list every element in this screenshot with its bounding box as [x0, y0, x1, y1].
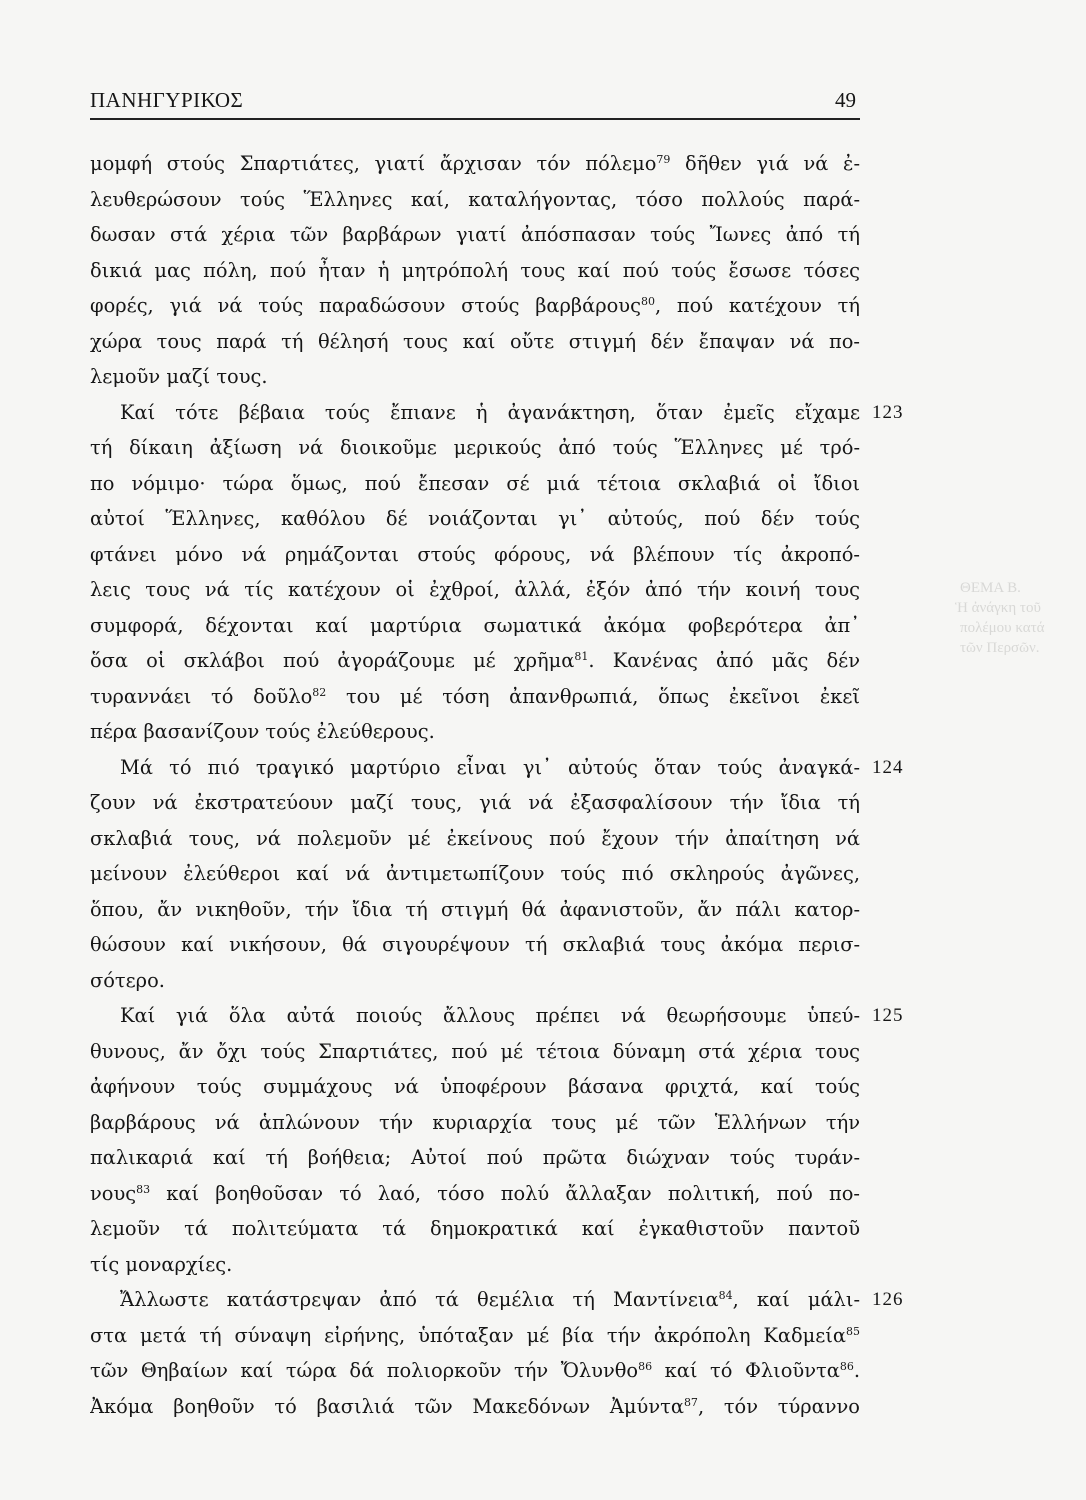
text-run: φτάνει μόνο νά ρημάζονται στούς φόρους, νά βλέπουν τίς ἀκροπό-: [90, 542, 860, 566]
text-run: τῶν Θηβαίων καί τώρα δά πολιορκοῦν τήν Ὄλυνθο: [90, 1359, 639, 1382]
text-line: [90, 998, 860, 1034]
text-run: μομφή στούς Σπαρτιάτες, γιατί ἄρχισαν τόν πόλεμο: [90, 152, 657, 175]
page-header: [90, 88, 860, 120]
text-run: ἀφήνουν τούς συμμάχους νά ὑποφέρουν βάσανα φριχτά, καί τούς: [90, 1075, 860, 1098]
text-run: Ἀκόμα βοηθοῦν τό βασιλιά τῶν Μακεδόνων Ἀμύντα: [90, 1394, 684, 1418]
text-run: λεις τους νά τίς κατέχουν οἱ ἐχθροί, ἀλλά, ἐξόν ἀπό τήν κοινή τους: [90, 578, 860, 601]
text-line: [90, 643, 860, 679]
margin-section-number: 125: [872, 1005, 904, 1026]
text-line: [90, 927, 860, 963]
text-line: [90, 288, 860, 324]
footnote-marker: 85: [846, 1324, 860, 1338]
text-run: Ἄλλωστε κατάστρεψαν ἀπό τά θεμέλια τή Μαντίνεια: [120, 1288, 719, 1311]
text-line: [90, 1282, 860, 1318]
text-run: αὐτοί Ἕλληνες, καθόλου δέ νοιάζονται γι᾿ αὐτούς, πού δέν τούς: [90, 507, 860, 530]
text-line: [90, 537, 860, 573]
text-run: νους: [90, 1181, 137, 1205]
text-line: [90, 182, 860, 218]
page-number: 49: [835, 88, 856, 112]
text-line: [90, 856, 860, 892]
text-line: [90, 714, 860, 750]
text-line: [90, 1247, 860, 1283]
text-run: ὅπου, ἄν νικηθοῦν, τήν ἴδια τή στιγμή θά ἀφανιστοῦν, ἄν πάλι κατορ-: [90, 897, 860, 921]
text-run: λευθερώσουν τούς Ἕλληνες καί, καταλήγοντας, τόσο πολλούς παρά-: [90, 187, 860, 211]
text-line: [90, 679, 860, 715]
text-line: [90, 1318, 860, 1354]
text-run: βαρβάρους νά ἁπλώνουν τήν κυριαρχία τους μέ τῶν Ἑλλήνων τήν: [90, 1110, 860, 1134]
text-run: δικιά μας πόλη, πού ἦταν ἡ μητρόπολή τους καί πού τούς ἔσωσε τόσες: [90, 258, 860, 282]
text-run: δωσαν στά χέρια τῶν βαρβάρων γιατί ἀπόσπασαν τούς Ἴωνες ἀπό τή: [90, 223, 860, 246]
text-run: , καί μάλι-: [732, 1288, 860, 1311]
footnote-marker: 87: [683, 1395, 698, 1409]
text-run: , τόν τύραννο: [697, 1394, 860, 1418]
text-run: , πού κατέχουν τή: [654, 294, 860, 317]
footnote-marker: 81: [574, 650, 589, 663]
text-line: [90, 892, 860, 928]
footnote-marker: 86: [839, 1360, 854, 1373]
text-line: [90, 501, 860, 537]
text-run: Καί γιά ὅλα αὐτά ποιούς ἄλλους πρέπει νά θεωρήσουμε ὑπεύ-: [120, 1004, 860, 1027]
text-run: . Κανένας ἀπό μᾶς δέν: [588, 649, 860, 672]
text-line: [90, 395, 860, 431]
text-line: [90, 1140, 860, 1176]
text-run: φορές, γιά νά τούς παραδώσουν στούς βαρβάρους: [90, 294, 641, 317]
text-run: λεμοῦν τά πολιτεύματα τά δημοκρατικά καί ἐγκαθιστοῦν παντοῦ: [90, 1217, 860, 1240]
text-line: [90, 1353, 860, 1389]
footnote-marker: 84: [718, 1289, 733, 1302]
footnote-marker: 80: [640, 295, 655, 308]
text-line: [90, 253, 860, 289]
footnote-marker: 79: [656, 153, 671, 166]
text-run: δῆθεν γιά νά ἐ-: [670, 152, 860, 175]
text-line: [90, 359, 860, 395]
text-run: του μέ τόση ἀπανθρωπιά, ὅπως ἐκεῖνοι ἐκεῖ: [326, 684, 860, 708]
text-line: [90, 785, 860, 821]
text-line: [90, 466, 860, 502]
text-run: καί τό Φλιοῦντα: [652, 1359, 840, 1382]
show-through-theme-line: τῶν Περσῶν.: [960, 640, 1040, 656]
margin-section-number: 123: [872, 401, 904, 423]
running-title: ΠΑΝΗΓΥΡΙΚΟΣ: [90, 88, 244, 112]
text-run: τή δίκαιη ἀξίωση νά διοικοῦμε μερικούς ἀπό τούς Ἕλληνες μέ τρό-: [90, 436, 860, 459]
show-through-theme-line: Ἡ ἀνάγκη τοῦ: [955, 600, 1041, 616]
text-line: [90, 750, 860, 786]
footnote-marker: 86: [638, 1360, 653, 1373]
text-run: θώσουν καί νικήσουν, θά σιγουρέψουν τή σκλαβιά τους ἀκόμα περισ-: [90, 933, 860, 956]
body-text: [90, 146, 860, 1424]
text-line: [90, 1211, 860, 1247]
text-run: πέρα βασανίζουν τούς ἐλεύθερους.: [90, 720, 435, 743]
text-run: Μά τό πιό τραγικό μαρτύριο εἶναι γι᾿ αὐτούς ὅταν τούς ἀναγκά-: [120, 755, 860, 779]
text-run: .: [853, 1359, 860, 1382]
text-line: [90, 1389, 860, 1425]
text-run: λεμοῦν μαζί τους.: [90, 365, 268, 388]
text-run: τυραννάει τό δοῦλο: [90, 684, 313, 708]
text-run: συμφορά, δέχονται καί μαρτύρια σωματικά ἀκόμα φοβερότερα ἀπ᾿: [90, 613, 860, 637]
text-line: [90, 146, 860, 182]
text-line: [90, 1105, 860, 1141]
text-run: ὅσα οἱ σκλάβοι πού ἀγοράζουμε μέ χρῆμα: [90, 649, 575, 672]
text-line: [90, 1069, 860, 1105]
text-run: στα μετά τή σύναψη εἰρήνης, ὑπόταξαν μέ βία τήν ἀκρόπολη Καδμεία: [90, 1323, 846, 1347]
text-line: [90, 1176, 860, 1212]
text-line: [90, 821, 860, 857]
text-line: [90, 1034, 860, 1070]
margin-section-number: 126: [872, 1289, 904, 1310]
text-line: [90, 324, 860, 360]
text-line: [90, 217, 860, 253]
show-through-theme-title: ΘΕΜΑ Β.: [960, 580, 1021, 596]
text-run: ζουν νά ἐκστρατεύουν μαζί τους, γιά νά ἐξασφαλίσουν τήν ἴδια τή: [90, 791, 860, 814]
text-run: χώρα τους παρά τή θέλησή τους καί οὔτε στιγμή δέν ἔπαψαν νά πο-: [90, 329, 860, 353]
text-run: μείνουν ἐλεύθεροι καί νά ἀντιμετωπίζουν τούς πιό σκληρούς ἀγῶνες,: [90, 862, 860, 885]
text-run: σότερο.: [90, 968, 165, 992]
text-run: σκλαβιά τους, νά πολεμοῦν μέ ἐκείνους πού ἔχουν τήν ἀπαίτηση νά: [90, 826, 860, 850]
text-run: Καί τότε βέβαια τούς ἔπιανε ἡ ἀγανάκτηση, ὅταν ἐμεῖς εἴχαμε: [120, 400, 860, 424]
footnote-marker: 82: [312, 685, 327, 699]
show-through-theme-line: πολέμου κατά: [960, 620, 1045, 636]
text-line: [90, 572, 860, 608]
margin-section-number: 124: [872, 756, 904, 778]
text-run: πο νόμιμο· τώρα ὅμως, πού ἔπεσαν σέ μιά τέτοια σκλαβιά οἱ ἴδιοι: [90, 471, 860, 495]
text-line: [90, 430, 860, 466]
text-run: τίς μοναρχίες.: [90, 1252, 233, 1276]
text-line: [90, 608, 860, 644]
text-line: [90, 963, 860, 999]
text-run: παλικαριά καί τή βοήθεια; Αὐτοί πού πρῶτα διώχναν τούς τυράν-: [90, 1146, 860, 1169]
text-run: καί βοηθοῦσαν τό λαό, τόσο πολύ ἄλλαξαν πολιτική, πού πο-: [150, 1181, 860, 1205]
footnote-marker: 83: [136, 1182, 151, 1196]
text-run: θυνους, ἄν ὄχι τούς Σπαρτιάτες, πού μέ τέτοια δύναμη στά χέρια τους: [90, 1039, 860, 1063]
